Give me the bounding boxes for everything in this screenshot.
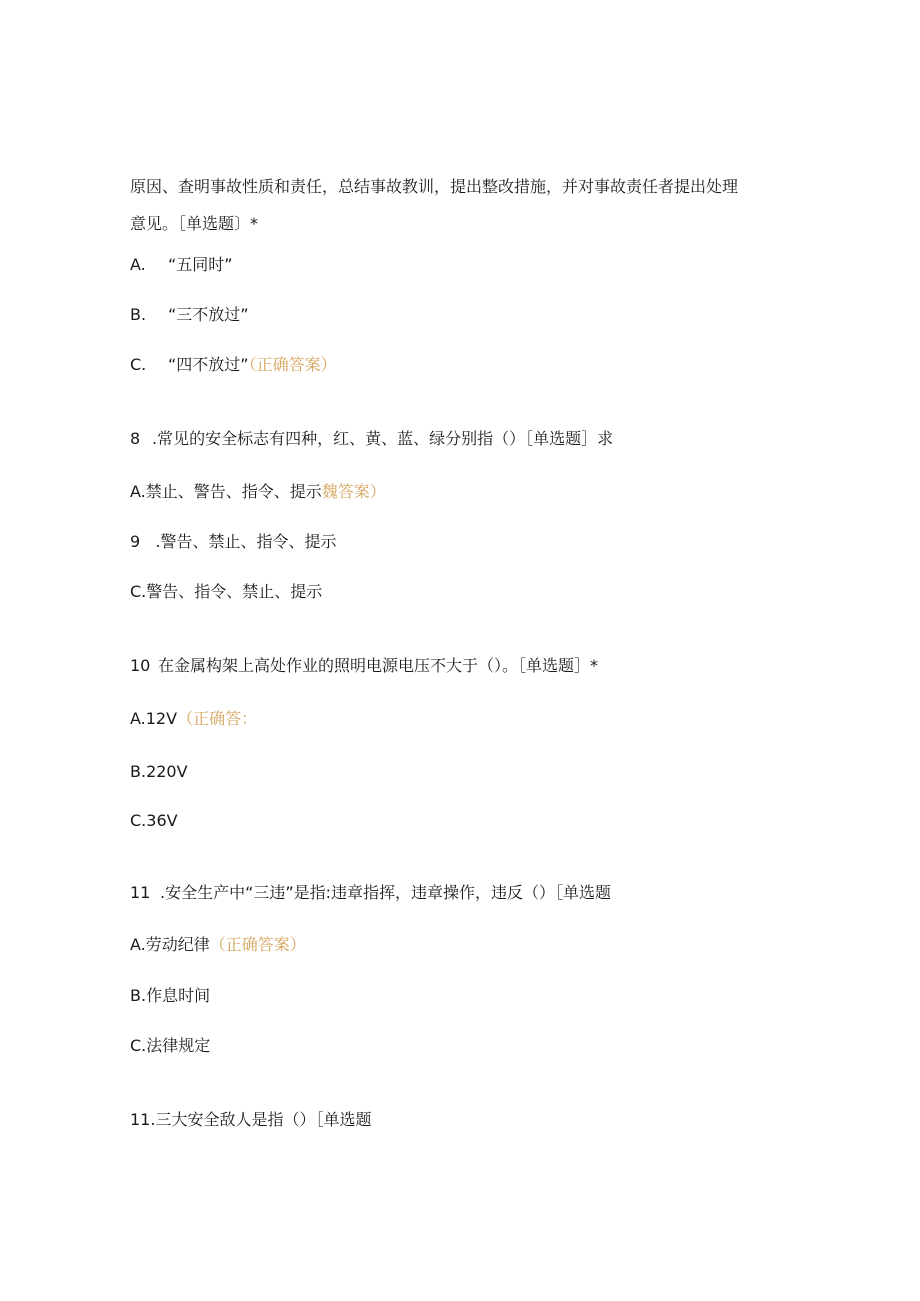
correct-answer-mark: （正确答案）: [209, 935, 306, 954]
option-text: A.12V: [130, 709, 178, 728]
option-label: A.: [130, 255, 146, 274]
option-text: “四不放过”: [168, 355, 249, 374]
question-10-option-b: [130, 761, 188, 783]
option-text: A.劳动纪律: [130, 935, 210, 954]
question-7-option-c: [130, 354, 337, 376]
correct-answer-mark: 魏答案）: [321, 482, 386, 501]
option-text: “三不放过”: [168, 305, 249, 324]
option-text: C.警告、指令、禁止、提示: [130, 582, 323, 601]
question-12: 11.三大安全敌人是指（）［单选题: [130, 1110, 372, 1129]
question-11-option-a: [130, 934, 306, 956]
option-label: C.: [130, 355, 147, 374]
question-10-option-c: [130, 810, 178, 832]
option-text: “五同时”: [168, 255, 233, 274]
question-number: 8: [130, 429, 141, 448]
option-text: B.作息时间: [130, 986, 211, 1005]
question-8-option-b: [130, 531, 337, 553]
question-7-text-line-2: 意见。［单选题〕*: [130, 214, 259, 233]
question-8-option-c: [130, 581, 322, 603]
question-8-option-a: [130, 481, 386, 503]
question-11-option-c: [130, 1035, 210, 1057]
question-text: 在金属构架上高处作业的照明电源电压不大于（）。［单选题］*: [158, 656, 599, 675]
question-11-option-b: [130, 985, 210, 1007]
question-text: .安全生产中“三违”是指:违章指挥，违章操作，违反（）［单选题: [160, 883, 612, 902]
question-7-option-a: [130, 254, 233, 276]
option-text: C.法律规定: [130, 1036, 211, 1055]
question-8: [130, 428, 613, 450]
option-text: A.禁止、警告、指令、提示: [130, 482, 322, 501]
question-11: [130, 882, 611, 904]
option-text: B.220V: [130, 762, 188, 781]
question-number: 10: [130, 656, 151, 675]
option-text: 9 .警告、禁止、指令、提示: [130, 532, 337, 551]
question-7-option-b: [130, 304, 249, 326]
question-number: 11: [130, 883, 151, 902]
correct-answer-mark: （正确答案）: [248, 355, 337, 374]
correct-answer-mark: （正确答：: [177, 709, 258, 728]
question-10: [130, 655, 598, 677]
question-7-text-line-1: 原因、查明事故性质和责任，总结事故教训，提出整改措施，并对事故责任者提出处理: [130, 177, 739, 196]
option-label: B.: [130, 305, 147, 324]
question-10-option-a: [130, 708, 257, 730]
option-text: C.36V: [130, 811, 178, 830]
question-text: .常见的安全标志有四种，红、黄、蓝、绿分别指（）［单选题］求: [152, 429, 614, 448]
